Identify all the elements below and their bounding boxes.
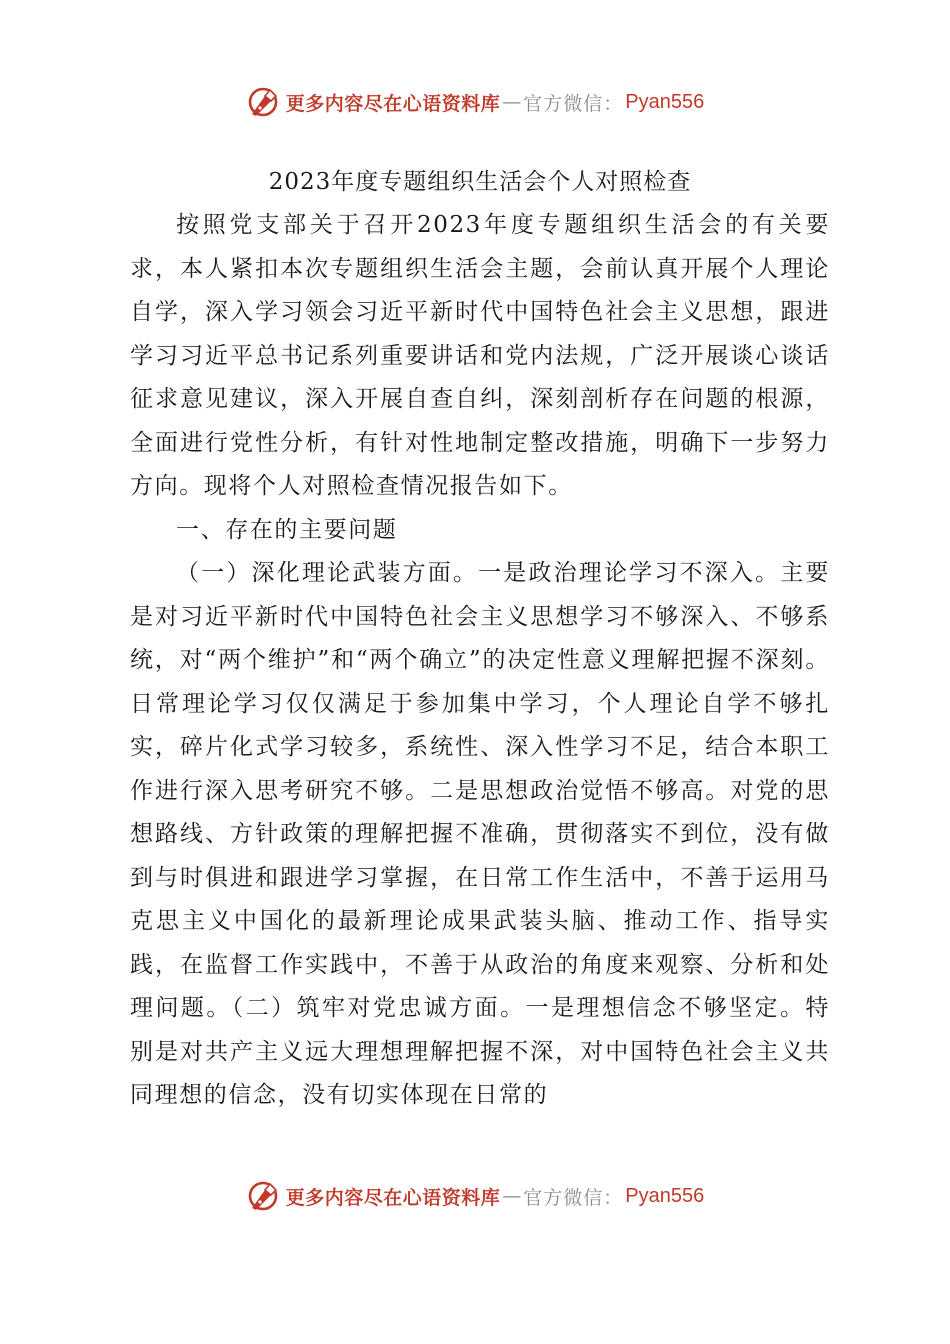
intro-paragraph: 按照党支部关于召开2023年度专题组织生活会的有关要求，本人紧扣本次专题组织生活会主题，会前认真开展个人理论自学，深入学习领会习近平新时代中国特色社会主义思想，跟进学习习近平总书记系列重要讲话和党内法规，广泛开展谈心谈话征求意见建议，深入开展自查自纠，深刻剖析存在问题的根源，全面进行党性分析，有针对性地制定整改措施，明确下一步努力方向。现将个人对照检查情况报告如下。	[130, 212, 830, 499]
document-body	[130, 160, 830, 1118]
footer-watermark	[0, 1176, 950, 1216]
watermark-brand-text: 更多内容尽在心语资料库	[285, 1186, 501, 1209]
watermark-wechat-id: Pyan556	[625, 1184, 705, 1207]
header-watermark	[0, 82, 950, 122]
pen-nib-logo-icon	[246, 84, 282, 120]
watermark-official-label: 官方微信：	[523, 1186, 624, 1209]
watermark-official-label: 官方微信：	[523, 92, 624, 115]
watermark-separator: —	[502, 91, 522, 113]
document-title: 2023年度专题组织生活会个人对照检查	[268, 169, 692, 195]
pen-nib-logo-icon	[246, 1178, 282, 1214]
issues-paragraph: （一）深化理论武装方面。一是政治理论学习不深入。主要是对习近平新时代中国特色社会主义思想学习不够深入、不够系统，对“两个维护”和“两个确立”的决定性意义理解把握不深刻。日常理论学习仅仅满足于参加集中学习，个人理论自学不够扎实，碎片化式学习较多，系统性、深入性学习不足，结合本职工作进行深入思考研究不够。二是思想政治觉悟不够高。对党的思想路线、方针政策的理解把握不准确，贯彻落实不到位，没有做到与时俱进和跟进学习掌握，在日常工作生活中，不善于运用马克思主义中国化的最新理论成果武装头脑、推动工作、指导实践，在监督工作实践中，不善于从政治的角度来观察、分析和处理问题。（二）筑牢对党忠诚方面。一是理想信念不够坚定。特别是对共产主义远大理想理解把握不深，对中国特色社会主义共同理想的信念，没有切实体现在日常的	[130, 560, 830, 1108]
watermark-separator: —	[502, 1185, 522, 1207]
watermark-wechat-id: Pyan556	[625, 90, 705, 113]
section-heading: 一、存在的主要问题	[176, 516, 398, 543]
watermark-brand-text: 更多内容尽在心语资料库	[285, 92, 501, 115]
